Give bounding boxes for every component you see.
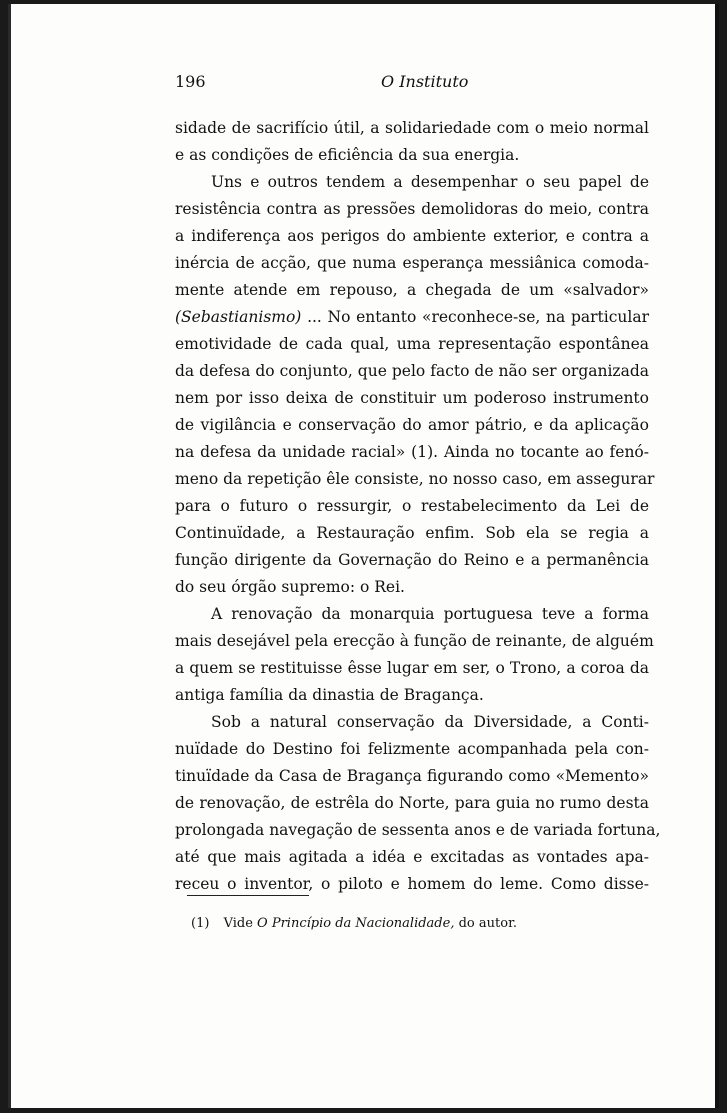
- text-line: de vigilância e conservação do amor pátrio, e da aplicação: [175, 416, 649, 434]
- text-line: receu o inventor, o piloto e homem do leme. Como disse-: [175, 875, 649, 893]
- text-line: para o futuro o ressurgir, o restabelecimento da Lei de: [175, 497, 649, 515]
- text-line: [175, 304, 649, 331]
- text-line: e as condições de eficiência da sua energia.: [175, 146, 520, 164]
- text-line: antiga família da dinastia de Bragança.: [175, 686, 484, 704]
- text-line: resistência contra as pressões demolidoras do meio, contra: [175, 200, 649, 218]
- footnote-mark: (1): [191, 916, 210, 931]
- body-text: [175, 115, 661, 898]
- text-line: A renovação da monarquia portuguesa teve a forma: [211, 605, 649, 623]
- text-line: inércia de acção, que numa esperança messiânica comoda-: [175, 254, 649, 272]
- text-line: Continuïdade, a Restauração enfim. Sob ela se regia a: [175, 524, 649, 542]
- italic-term: (Sebastianismo): [175, 308, 302, 326]
- footnote: [191, 916, 517, 931]
- text-line: da defesa do conjunto, que pelo facto de não ser organizada: [175, 362, 649, 380]
- text-line: até que mais agitada a idéa e excitadas as vontades apa-: [175, 848, 649, 866]
- journal-title: O Instituto: [381, 72, 469, 91]
- running-head: [175, 72, 641, 94]
- text-run: ... No entanto «reconhece-se, na particular: [307, 308, 649, 326]
- text-line: a indiferença aos perigos do ambiente exterior, e contra a: [175, 227, 649, 245]
- page-number: 196: [175, 72, 206, 91]
- text-line: mais desejável pela erecção à função de reinante, de alguém: [175, 632, 654, 650]
- text-line: emotividade de cada qual, uma representação espontânea: [175, 335, 649, 353]
- text-line: prolongada navegação de sessenta anos e de variada fortuna,: [175, 821, 661, 839]
- footnote-divider: [187, 895, 309, 896]
- text-line: tinuïdade da Casa de Bragança figurando como «Memento»: [175, 767, 649, 785]
- text-line: na defesa da unidade racial» (1). Ainda no tocante ao fenó-: [175, 443, 649, 461]
- text-line: nem por isso deixa de constituir um poderoso instrumento: [175, 389, 649, 407]
- footnote-title: O Princípio da Nacionalidade,: [257, 916, 455, 931]
- text-line: nuïdade do Destino foi felizmente acompanhada pela con-: [175, 740, 649, 758]
- text-line: a quem se restituisse êsse lugar em ser, o Trono, a coroa da: [175, 659, 649, 677]
- text-line: sidade de sacrifício útil, a solidariedade com o meio normal: [175, 119, 649, 137]
- text-line: do seu órgão supremo: o Rei.: [175, 578, 405, 596]
- text-line: meno da repetição êle consiste, no nosso caso, em assegurar: [175, 470, 655, 488]
- text-line: de renovação, de estrêla do Norte, para guia no rumo desta: [175, 794, 649, 812]
- text-line: função dirigente da Governação do Reino e a permanência: [175, 551, 649, 569]
- text-line: mente atende em repouso, a chegada de um «salvador»: [175, 281, 649, 299]
- text-line: Uns e outros tendem a desempenhar o seu papel de: [211, 173, 649, 191]
- footnote-suffix: do autor.: [458, 916, 517, 931]
- text-line: Sob a natural conservação da Diversidade, a Conti-: [211, 713, 649, 731]
- book-page: [8, 4, 719, 1108]
- footnote-prefix: Vide: [223, 916, 253, 931]
